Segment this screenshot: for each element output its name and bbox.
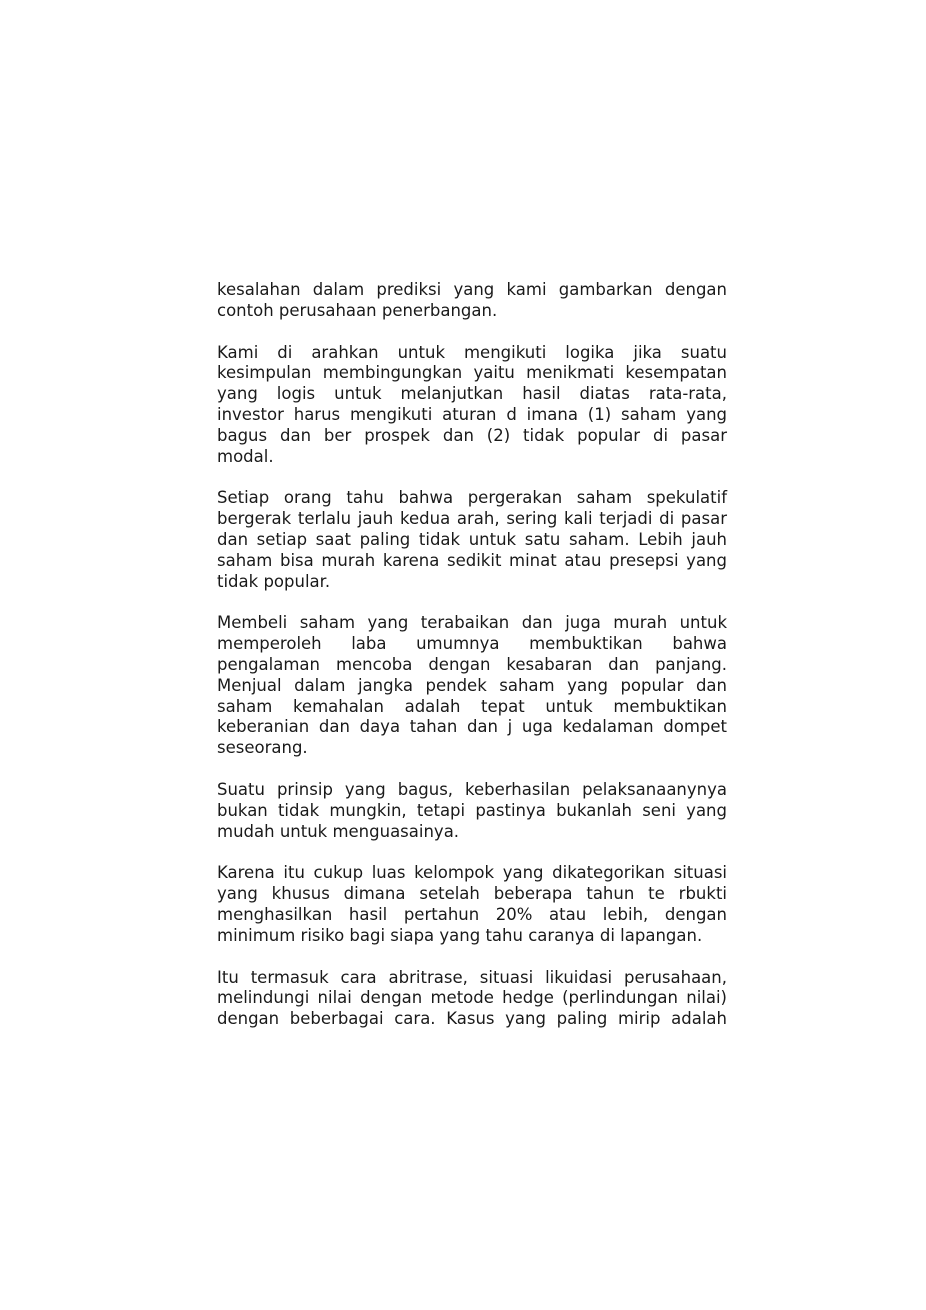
text-line: kesimpulan membingungkan yaitu menikmati kesempatan [217,363,727,383]
paragraph [217,488,727,592]
text-line: memperoleh laba umumnya membuktikan bahwa [217,634,727,654]
text-line: dan setiap saat paling tidak untuk satu saham. Lebih jauh [217,529,727,549]
text-line: seseorang. [217,738,308,758]
paragraph [217,613,727,759]
text-line: bagus dan ber prospek dan (2) tidak popular di pasar [217,425,727,445]
text-line: contoh perusahaan penerbangan. [217,300,498,320]
text-line: investor harus mengikuti aturan d imana (1) saham yang [217,404,727,424]
text-line: mudah untuk menguasainya. [217,821,460,841]
text-line: Karena itu cukup luas kelompok yang dikategorikan situasi [217,863,727,883]
paragraph [217,780,727,842]
text-line: Itu termasuk cara abritrase, situasi likuidasi perusahaan, [217,967,727,987]
text-line: keberanian dan daya tahan dan j uga kedalaman dompet [217,717,727,737]
text-line: dengan beberbagai cara. Kasus yang paling mirip adalah [217,1009,727,1029]
text-line: Suatu prinsip yang bagus, keberhasilan pelaksanaanynya [217,779,727,799]
text-line: Kami di arahkan untuk mengikuti logika jika suatu [217,342,727,362]
paragraph [217,280,727,322]
text-line: Membeli saham yang terabaikan dan juga murah untuk [217,613,727,633]
paragraph [217,343,727,468]
text-line: Menjual dalam jangka pendek saham yang popular dan [217,675,727,695]
paragraph [217,863,727,946]
text-line: minimum risiko bagi siapa yang tahu caranya di lapangan. [217,925,703,945]
text-line: yang logis untuk melanjutkan hasil diatas rata-rata, [217,384,727,404]
text-line: bukan tidak mungkin, tetapi pastinya bukanlah seni yang [217,800,727,820]
text-line: kesalahan dalam prediksi yang kami gambarkan dengan [217,280,727,299]
text-line: tidak popular. [217,571,331,591]
text-line: modal. [217,446,274,466]
text-line: menghasilkan hasil pertahun 20% atau lebih, dengan [217,904,727,924]
text-line: Setiap orang tahu bahwa pergerakan saham spekulatif [217,488,727,508]
text-line: pengalaman mencoba dengan kesabaran dan panjang. [217,654,727,674]
text-line: bergerak terlalu jauh kedua arah, sering kali terjadi di pasar [217,509,727,529]
text-line: saham kemahalan adalah tepat untuk membuktikan [217,696,727,716]
text-line: melindungi nilai dengan metode hedge (perlindungan nilai) [217,988,727,1008]
body-text [217,280,727,1051]
text-line: yang khusus dimana setelah beberapa tahun te rbukti [217,884,727,904]
text-line: saham bisa murah karena sedikit minat atau presepsi yang [217,550,727,570]
paragraph [217,968,727,1030]
